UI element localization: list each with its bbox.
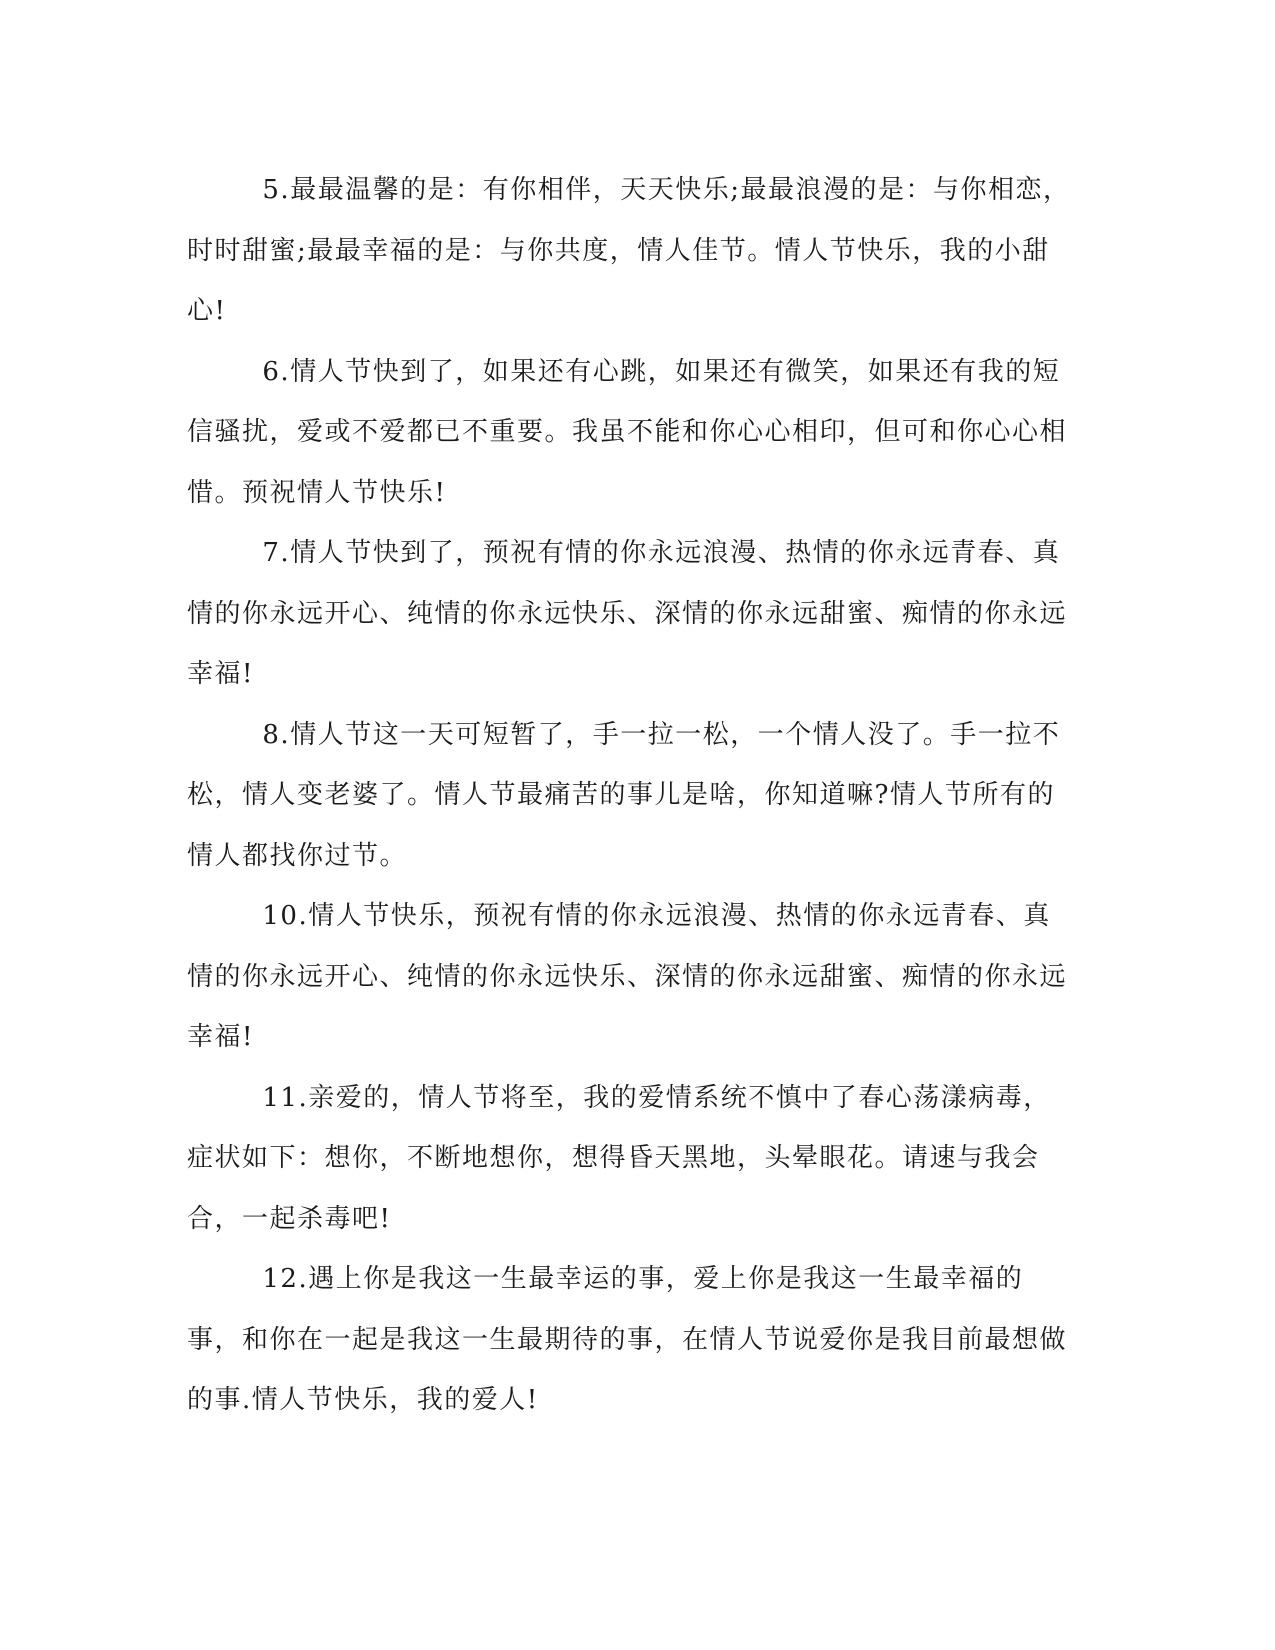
document-body bbox=[187, 160, 1077, 1431]
paragraph-7: 7.情人节快到了，预祝有情的你永远浪漫、热情的你永远青春、真情的你永远开心、纯情的你永远快乐、深情的你永远甜蜜、痴情的你永远幸福! bbox=[187, 538, 1068, 689]
paragraph-10: 10.情人节快乐，预祝有情的你永远浪漫、热情的你永远青春、真情的你永远开心、纯情的你永远快乐、深情的你永远甜蜜、痴情的你永远幸福! bbox=[187, 901, 1068, 1052]
paragraph-8: 8.情人节这一天可短暂了，手一拉一松，一个情人没了。手一拉不松，情人变老婆了。情人节最痛苦的事儿是啥，你知道嘛?情人节所有的情人都找你过节。 bbox=[187, 719, 1061, 871]
paragraph-5: 5.最最温馨的是：有你相伴，天天快乐;最最浪漫的是：与你相恋，时时甜蜜;最最幸福的是：与你共度，情人佳节。情人节快乐，我的小甜心! bbox=[187, 175, 1071, 326]
paragraph-12: 12.遇上你是我这一生最幸运的事，爱上你是我这一生最幸福的事，和你在一起是我这一生最期待的事，在情人节说爱你是我目前最想做的事.情人节快乐，我的爱人! bbox=[187, 1264, 1068, 1415]
paragraph-11: 11.亲爱的，情人节将至，我的爱情系统不慎中了春心荡漾病毒，症状如下：想你，不断地想你，想得昏天黑地，头晕眼花。请速与我会合，一起杀毒吧! bbox=[187, 1082, 1051, 1234]
paragraph-6: 6.情人节快到了，如果还有心跳，如果还有微笑，如果还有我的短信骚扰，爱或不爱都已不重要。我虽不能和你心心相印，但可和你心心相惜。预祝情人节快乐! bbox=[187, 356, 1068, 508]
